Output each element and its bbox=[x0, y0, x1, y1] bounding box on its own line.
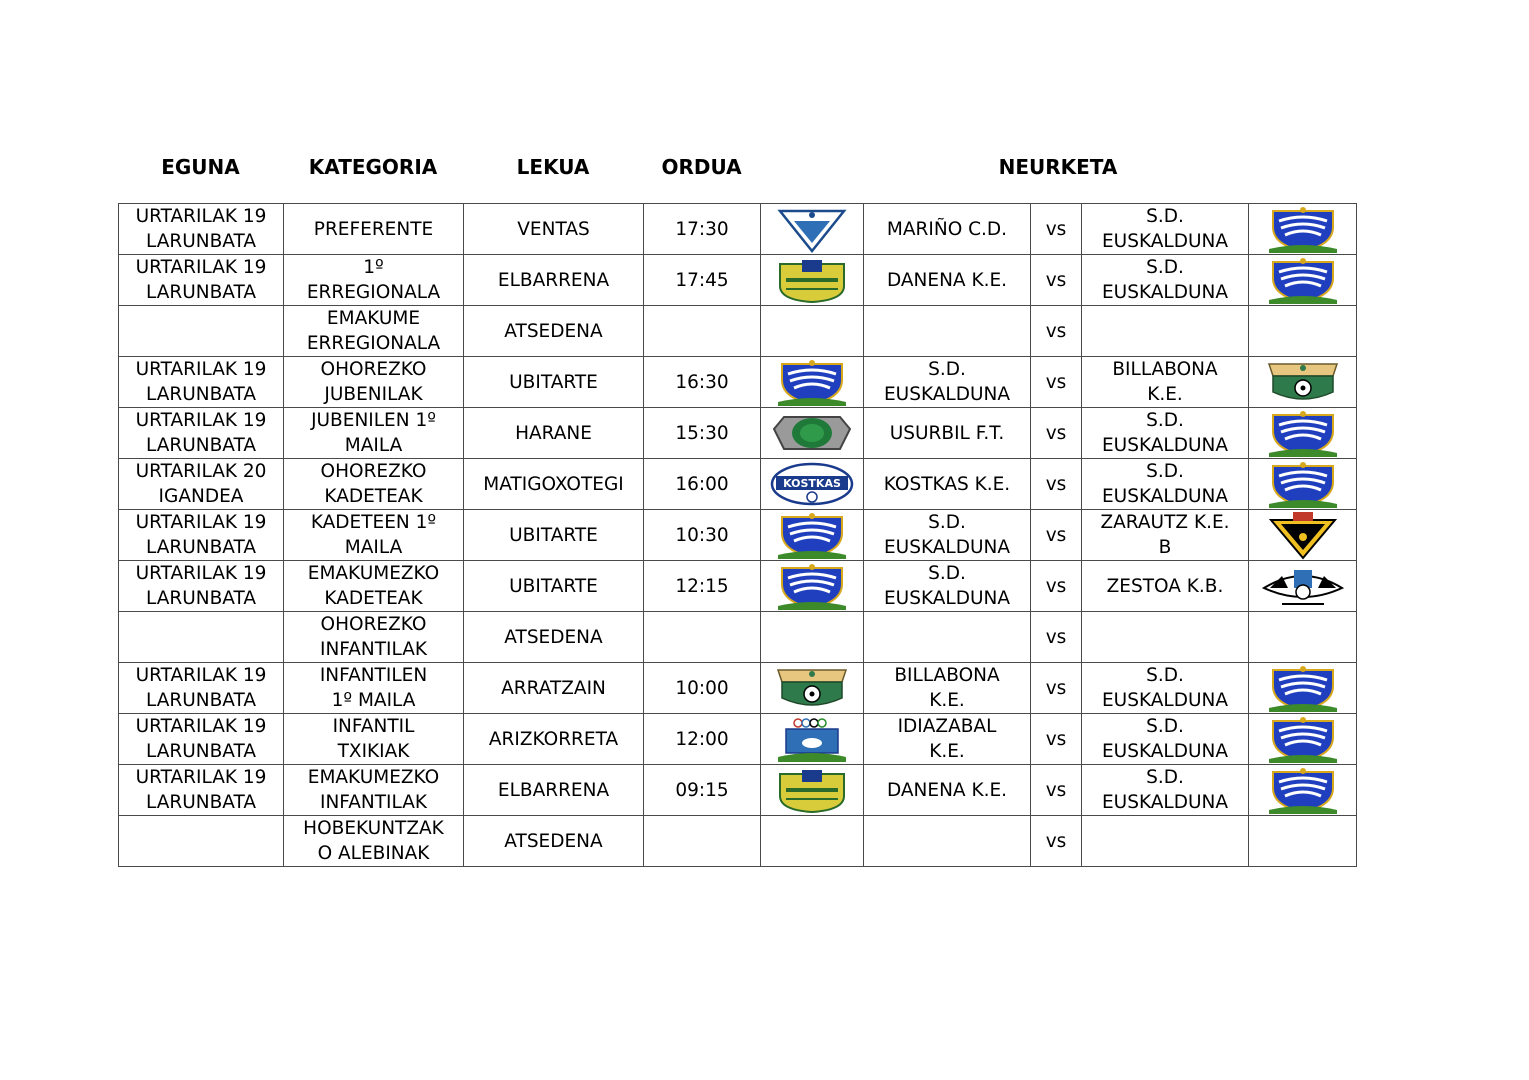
ordua-cell bbox=[644, 510, 761, 561]
away-team-text: S.D. EUSKALDUNA bbox=[1101, 410, 1229, 456]
ordua-text: 17:30 bbox=[675, 218, 729, 240]
kategoria-cell bbox=[284, 714, 464, 765]
lekua-cell bbox=[464, 714, 644, 765]
eguna-cell bbox=[119, 255, 284, 306]
table-row bbox=[119, 510, 1357, 561]
header-lekua: LEKUA bbox=[516, 155, 590, 179]
usurbil-crest-icon bbox=[763, 409, 861, 457]
kostkas-crest-icon bbox=[763, 460, 861, 508]
away-logo-cell bbox=[1249, 459, 1357, 510]
table-row bbox=[119, 561, 1357, 612]
lekua-text: UBITARTE bbox=[509, 575, 598, 597]
kategoria-cell bbox=[284, 204, 464, 255]
home-team-cell bbox=[864, 255, 1031, 306]
home-team-cell bbox=[864, 357, 1031, 408]
kategoria-text: PREFERENTE bbox=[313, 218, 434, 240]
away-team-cell bbox=[1082, 663, 1249, 714]
away-team-cell bbox=[1082, 612, 1249, 663]
eguna-cell bbox=[119, 408, 284, 459]
home-team-text: KOSTKAS K.E. bbox=[883, 473, 1011, 495]
lekua-text: ARRATZAIN bbox=[501, 677, 606, 699]
kategoria-cell bbox=[284, 459, 464, 510]
home-logo-cell bbox=[761, 612, 864, 663]
vs-cell bbox=[1031, 459, 1082, 510]
home-team-cell bbox=[864, 510, 1031, 561]
home-logo-cell bbox=[761, 816, 864, 867]
away-team-cell bbox=[1082, 714, 1249, 765]
euskalduna-crest-icon bbox=[763, 358, 861, 406]
table-row bbox=[119, 663, 1357, 714]
away-team-text: S.D. EUSKALDUNA bbox=[1101, 257, 1229, 303]
vs-text: vs bbox=[1045, 473, 1067, 495]
eguna-text: URTARILAK 20 IGANDEA bbox=[135, 461, 267, 507]
kategoria-text: OHOREZKO INFANTILAK bbox=[319, 614, 427, 660]
ordua-cell bbox=[644, 663, 761, 714]
eguna-text: URTARILAK 19 LARUNBATA bbox=[135, 767, 267, 813]
euskalduna-crest-icon bbox=[1251, 766, 1354, 814]
away-team-cell bbox=[1082, 306, 1249, 357]
vs-cell bbox=[1031, 204, 1082, 255]
lekua-text: MATIGOXOTEGI bbox=[483, 473, 624, 495]
home-logo-cell bbox=[761, 459, 864, 510]
lekua-cell bbox=[464, 510, 644, 561]
lekua-text: ARIZKORRETA bbox=[488, 728, 619, 750]
vs-text: vs bbox=[1045, 830, 1067, 852]
vs-cell bbox=[1031, 765, 1082, 816]
table-row bbox=[119, 459, 1357, 510]
away-logo-cell bbox=[1249, 816, 1357, 867]
kategoria-text: 1º ERREGIONALA bbox=[306, 257, 441, 303]
kategoria-text: INFANTIL TXIKIAK bbox=[332, 716, 415, 762]
home-logo-cell bbox=[761, 357, 864, 408]
home-logo-cell bbox=[761, 306, 864, 357]
vs-cell bbox=[1031, 561, 1082, 612]
lekua-cell bbox=[464, 459, 644, 510]
kategoria-cell bbox=[284, 408, 464, 459]
vs-cell bbox=[1031, 408, 1082, 459]
away-team-cell bbox=[1082, 408, 1249, 459]
lekua-text: ATSEDENA bbox=[504, 320, 603, 342]
home-logo-cell bbox=[761, 510, 864, 561]
vs-cell bbox=[1031, 306, 1082, 357]
vs-text: vs bbox=[1045, 779, 1067, 801]
ordua-cell bbox=[644, 459, 761, 510]
euskalduna-crest-icon bbox=[1251, 664, 1354, 712]
away-logo-cell bbox=[1249, 408, 1357, 459]
vs-text: vs bbox=[1045, 575, 1067, 597]
euskalduna-crest-icon bbox=[1251, 715, 1354, 763]
billabona-crest-icon bbox=[1251, 358, 1354, 406]
svg-text:KOSTKAS: KOSTKAS bbox=[783, 477, 841, 490]
home-logo-cell bbox=[761, 714, 864, 765]
away-team-cell bbox=[1082, 204, 1249, 255]
away-team-cell bbox=[1082, 255, 1249, 306]
ordua-cell bbox=[644, 306, 761, 357]
ordua-text: 17:45 bbox=[675, 269, 729, 291]
lekua-text: HARANE bbox=[515, 422, 592, 444]
ordua-cell bbox=[644, 255, 761, 306]
kategoria-text: OHOREZKO KADETEAK bbox=[320, 461, 427, 507]
euskalduna-crest-icon bbox=[763, 562, 861, 610]
away-logo-cell bbox=[1249, 765, 1357, 816]
away-logo-cell bbox=[1249, 663, 1357, 714]
ordua-cell bbox=[644, 765, 761, 816]
kategoria-text: INFANTILEN 1º MAILA bbox=[319, 665, 428, 711]
vs-text: vs bbox=[1045, 677, 1067, 699]
lekua-cell bbox=[464, 561, 644, 612]
table-row bbox=[119, 714, 1357, 765]
eguna-text: URTARILAK 19 LARUNBATA bbox=[135, 665, 267, 711]
vs-text: vs bbox=[1045, 728, 1067, 750]
table-row bbox=[119, 255, 1357, 306]
zarautz-crest-icon bbox=[1251, 510, 1354, 560]
vs-text: vs bbox=[1045, 218, 1067, 240]
vs-cell bbox=[1031, 255, 1082, 306]
table-row bbox=[119, 408, 1357, 459]
eguna-cell bbox=[119, 714, 284, 765]
home-team-cell bbox=[864, 306, 1031, 357]
home-team-text: DANENA K.E. bbox=[886, 269, 1008, 291]
home-team-cell bbox=[864, 714, 1031, 765]
table-row bbox=[119, 204, 1357, 255]
kategoria-text: HOBEKUNTZAK O ALEBINAK bbox=[303, 818, 444, 864]
away-logo-cell bbox=[1249, 561, 1357, 612]
away-team-cell bbox=[1082, 816, 1249, 867]
home-team-text: IDIAZABAL K.E. bbox=[897, 716, 997, 762]
away-team-cell bbox=[1082, 510, 1249, 561]
ordua-cell bbox=[644, 357, 761, 408]
home-team-text: S.D. EUSKALDUNA bbox=[883, 359, 1011, 405]
schedule-rows bbox=[119, 204, 1357, 867]
away-logo-cell bbox=[1249, 612, 1357, 663]
home-team-text: DANENA K.E. bbox=[886, 779, 1008, 801]
ordua-cell bbox=[644, 816, 761, 867]
away-team-text: S.D. EUSKALDUNA bbox=[1101, 767, 1229, 813]
table-row bbox=[119, 765, 1357, 816]
table-row bbox=[119, 306, 1357, 357]
away-team-text: S.D. EUSKALDUNA bbox=[1101, 206, 1229, 252]
ordua-cell bbox=[644, 714, 761, 765]
home-team-cell bbox=[864, 459, 1031, 510]
ordua-text: 15:30 bbox=[675, 422, 729, 444]
ordua-cell bbox=[644, 612, 761, 663]
billabona-crest-icon bbox=[763, 664, 861, 712]
vs-text: vs bbox=[1045, 371, 1067, 393]
eguna-cell bbox=[119, 663, 284, 714]
match-schedule-table bbox=[118, 203, 1357, 867]
lekua-cell bbox=[464, 765, 644, 816]
kategoria-cell bbox=[284, 357, 464, 408]
ordua-cell bbox=[644, 408, 761, 459]
home-team-cell bbox=[864, 612, 1031, 663]
idiazabal-crest-icon bbox=[763, 715, 861, 763]
away-team-text: S.D. EUSKALDUNA bbox=[1101, 665, 1229, 711]
header-eguna: EGUNA bbox=[161, 155, 240, 179]
home-logo-cell bbox=[761, 255, 864, 306]
eguna-cell bbox=[119, 306, 284, 357]
kategoria-text: KADETEEN 1º MAILA bbox=[310, 512, 437, 558]
header-neurketa: NEURKETA bbox=[998, 155, 1118, 179]
ordua-text: 10:30 bbox=[675, 524, 729, 546]
kategoria-text: OHOREZKO JUBENILAK bbox=[320, 359, 427, 405]
lekua-cell bbox=[464, 612, 644, 663]
eguna-cell bbox=[119, 357, 284, 408]
danena-crest-icon bbox=[763, 766, 861, 814]
vs-text: vs bbox=[1045, 269, 1067, 291]
away-team-text: S.D. EUSKALDUNA bbox=[1101, 716, 1229, 762]
away-logo-cell bbox=[1249, 357, 1357, 408]
table-row bbox=[119, 612, 1357, 663]
home-team-text: USURBIL F.T. bbox=[889, 422, 1005, 444]
kategoria-cell bbox=[284, 612, 464, 663]
vs-cell bbox=[1031, 663, 1082, 714]
euskalduna-crest-icon bbox=[1251, 205, 1354, 253]
home-logo-cell bbox=[761, 204, 864, 255]
eguna-cell bbox=[119, 816, 284, 867]
home-logo-cell bbox=[761, 765, 864, 816]
away-team-text: ZARAUTZ K.E. B bbox=[1100, 512, 1230, 558]
away-team-cell bbox=[1082, 459, 1249, 510]
eguna-cell bbox=[119, 561, 284, 612]
away-logo-cell bbox=[1249, 255, 1357, 306]
away-team-text: BILLABONA K.E. bbox=[1112, 359, 1218, 405]
kategoria-cell bbox=[284, 306, 464, 357]
eguna-text: URTARILAK 19 LARUNBATA bbox=[135, 359, 267, 405]
lekua-text: VENTAS bbox=[517, 218, 590, 240]
ordua-cell bbox=[644, 561, 761, 612]
eguna-text: URTARILAK 19 LARUNBATA bbox=[135, 410, 267, 456]
ordua-text: 12:15 bbox=[675, 575, 729, 597]
lekua-cell bbox=[464, 255, 644, 306]
lekua-text: UBITARTE bbox=[509, 524, 598, 546]
vs-cell bbox=[1031, 612, 1082, 663]
home-team-text: S.D. EUSKALDUNA bbox=[883, 512, 1011, 558]
eguna-cell bbox=[119, 765, 284, 816]
eguna-text: URTARILAK 19 LARUNBATA bbox=[135, 206, 267, 252]
kategoria-cell bbox=[284, 663, 464, 714]
ordua-text: 09:15 bbox=[675, 779, 729, 801]
home-team-text: S.D. EUSKALDUNA bbox=[883, 563, 1011, 609]
away-logo-cell bbox=[1249, 306, 1357, 357]
kategoria-cell bbox=[284, 816, 464, 867]
kategoria-cell bbox=[284, 561, 464, 612]
vs-cell bbox=[1031, 357, 1082, 408]
table-row bbox=[119, 816, 1357, 867]
kategoria-text: EMAKUME ERREGIONALA bbox=[306, 308, 441, 354]
home-team-cell bbox=[864, 204, 1031, 255]
vs-cell bbox=[1031, 816, 1082, 867]
eguna-cell bbox=[119, 459, 284, 510]
vs-cell bbox=[1031, 714, 1082, 765]
lekua-text: ATSEDENA bbox=[504, 626, 603, 648]
eguna-text: URTARILAK 19 LARUNBATA bbox=[135, 257, 267, 303]
table-row bbox=[119, 357, 1357, 408]
lekua-cell bbox=[464, 357, 644, 408]
away-team-cell bbox=[1082, 561, 1249, 612]
ordua-text: 10:00 bbox=[675, 677, 729, 699]
lekua-cell bbox=[464, 306, 644, 357]
vs-text: vs bbox=[1045, 626, 1067, 648]
ordua-text: 16:30 bbox=[675, 371, 729, 393]
vs-cell bbox=[1031, 510, 1082, 561]
lekua-cell bbox=[464, 204, 644, 255]
header-ordua: ORDUA bbox=[661, 155, 742, 179]
kategoria-cell bbox=[284, 255, 464, 306]
ordua-text: 16:00 bbox=[675, 473, 729, 495]
away-logo-cell bbox=[1249, 510, 1357, 561]
home-team-cell bbox=[864, 663, 1031, 714]
euskalduna-crest-icon bbox=[1251, 460, 1354, 508]
danena-crest-icon bbox=[763, 256, 861, 304]
kategoria-text: EMAKUMEZKO INFANTILAK bbox=[307, 767, 440, 813]
euskalduna-crest-icon bbox=[1251, 409, 1354, 457]
ordua-text: 12:00 bbox=[675, 728, 729, 750]
eguna-text: URTARILAK 19 LARUNBATA bbox=[135, 563, 267, 609]
kategoria-text: JUBENILEN 1º MAILA bbox=[311, 410, 436, 456]
home-logo-cell bbox=[761, 561, 864, 612]
home-team-text: BILLABONA K.E. bbox=[894, 665, 1000, 711]
table-headers bbox=[118, 150, 1356, 184]
lekua-text: ELBARRENA bbox=[497, 779, 610, 801]
home-team-cell bbox=[864, 561, 1031, 612]
vs-text: vs bbox=[1045, 422, 1067, 444]
eguna-cell bbox=[119, 612, 284, 663]
euskalduna-crest-icon bbox=[763, 511, 861, 559]
away-team-text: S.D. EUSKALDUNA bbox=[1101, 461, 1229, 507]
ordua-cell bbox=[644, 204, 761, 255]
eguna-cell bbox=[119, 204, 284, 255]
home-team-cell bbox=[864, 765, 1031, 816]
away-logo-cell bbox=[1249, 204, 1357, 255]
away-team-cell bbox=[1082, 765, 1249, 816]
away-team-cell bbox=[1082, 357, 1249, 408]
kategoria-text: EMAKUMEZKO KADETEAK bbox=[307, 563, 440, 609]
header-kategoria: KATEGORIA bbox=[308, 155, 438, 179]
lekua-cell bbox=[464, 663, 644, 714]
vs-text: vs bbox=[1045, 524, 1067, 546]
lekua-text: UBITARTE bbox=[509, 371, 598, 393]
home-team-text: MARIÑO C.D. bbox=[886, 218, 1008, 240]
eguna-text: URTARILAK 19 LARUNBATA bbox=[135, 716, 267, 762]
lekua-cell bbox=[464, 816, 644, 867]
home-team-cell bbox=[864, 408, 1031, 459]
vs-text: vs bbox=[1045, 320, 1067, 342]
lekua-text: ATSEDENA bbox=[504, 830, 603, 852]
home-team-cell bbox=[864, 816, 1031, 867]
kategoria-cell bbox=[284, 765, 464, 816]
away-logo-cell bbox=[1249, 714, 1357, 765]
kategoria-cell bbox=[284, 510, 464, 561]
eguna-cell bbox=[119, 510, 284, 561]
lekua-cell bbox=[464, 408, 644, 459]
away-team-text: ZESTOA K.B. bbox=[1106, 575, 1224, 597]
eguna-text: URTARILAK 19 LARUNBATA bbox=[135, 512, 267, 558]
zestoa-crest-icon bbox=[1251, 562, 1354, 610]
lekua-text: ELBARRENA bbox=[497, 269, 610, 291]
home-logo-cell bbox=[761, 408, 864, 459]
euskalduna-crest-icon bbox=[1251, 256, 1354, 304]
home-logo-cell bbox=[761, 663, 864, 714]
marino-crest-icon bbox=[763, 205, 861, 253]
